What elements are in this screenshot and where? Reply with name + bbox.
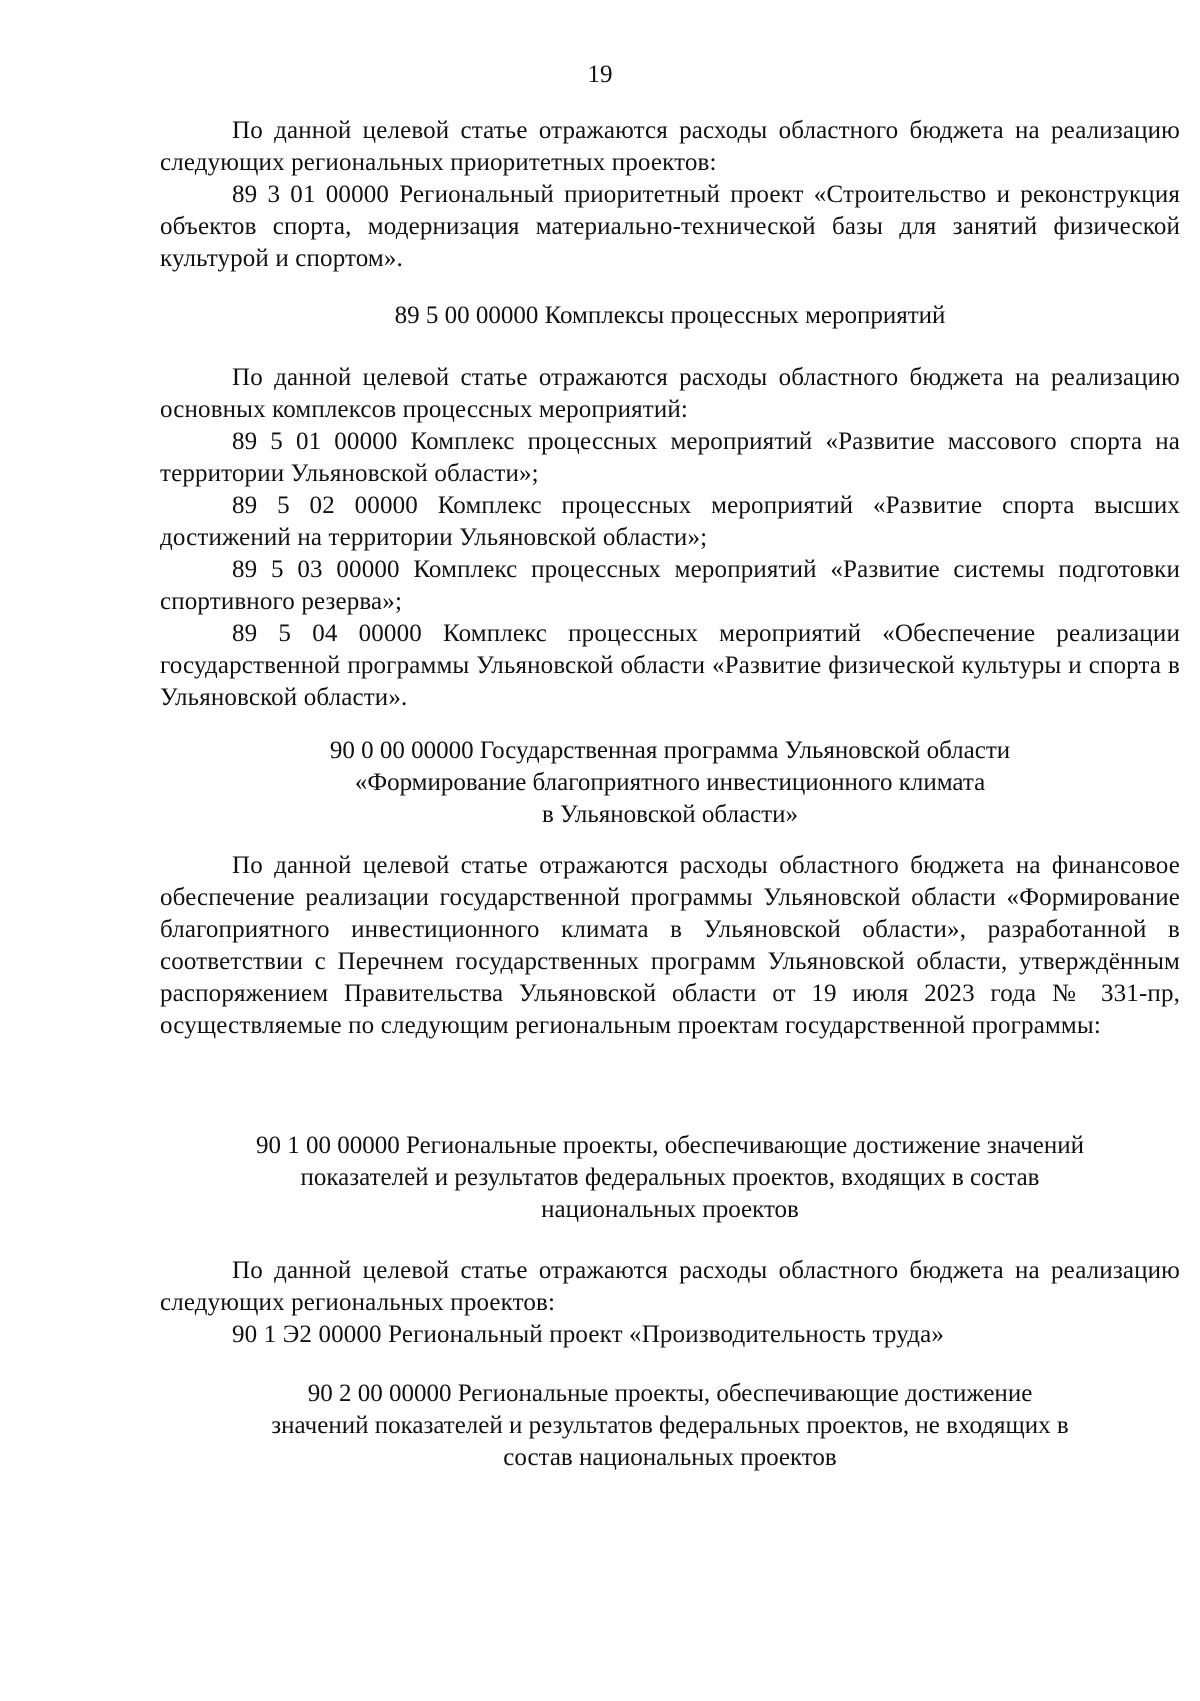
section-heading: [160, 735, 1180, 831]
paragraph: По данной целевой статье отражаются расходы областного бюджета на реализацию следующих региональных проектов:: [160, 1257, 1180, 1316]
paragraph: 89 5 04 00000 Комплекс процессных мероприятий «Обеспечение реализации государственной программы Ульяновской области «Развитие физической культуры и спорта в Ульяновской области».: [160, 620, 1180, 711]
heading-line: 90 2 00 00000 Региональные проекты, обеспечивающие достижение: [307, 1380, 1033, 1407]
section-heading: [160, 1378, 1180, 1474]
heading-line: в Ульяновской области»: [541, 801, 799, 828]
heading-line: 90 0 00 00000 Государственная программа Ульяновской области: [329, 737, 1011, 764]
text-block-sport-priority: [160, 115, 1180, 275]
heading-line: «Формирование благоприятного инвестиционного климата: [354, 769, 986, 796]
paragraph: 89 5 01 00000 Комплекс процессных мероприятий «Развитие массового спорта на территории Ульяновской области»;: [160, 428, 1180, 487]
paragraph: 90 1 Э2 00000 Региональный проект «Производительность труда»: [232, 1321, 944, 1348]
heading-line: состав национальных проектов: [503, 1444, 837, 1471]
text-block-process-complexes: [160, 362, 1180, 714]
heading-line: 90 1 00 00000 Региональные проекты, обеспечивающие достижение значений: [256, 1132, 1084, 1159]
section-heading: [160, 1130, 1180, 1226]
paragraph: По данной целевой статье отражаются расходы областного бюджета на финансовое обеспечение реализации государственной программы Ульяновской области «Формирование благоприятного инвестиционного климата в Ульяновской области», разработанной в соответствии с Перечнем государственных программ Ульяновской области, утверждённым распоряжением Правительства Ульяновской области от 19 июля 2023 года № 331-пр, осуществляемые по следующим региональным проектам государственной программы:: [160, 852, 1180, 1039]
paragraph: По данной целевой статье отражаются расходы областного бюджета на реализацию основных комплексов процессных мероприятий:: [160, 364, 1180, 423]
paragraph: 89 5 03 00000 Комплекс процессных мероприятий «Развитие системы подготовки спортивного резерва»;: [160, 556, 1180, 615]
heading-line: национальных проектов: [541, 1196, 799, 1223]
text-block-investment-program: [160, 850, 1180, 1042]
paragraph: По данной целевой статье отражаются расходы областного бюджета на реализацию следующих региональных приоритетных проектов:: [160, 117, 1180, 176]
paragraph: 89 5 02 00000 Комплекс процессных мероприятий «Развитие спорта высших достижений на территории Ульяновской области»;: [160, 492, 1180, 551]
section-heading: [160, 300, 1180, 332]
heading-line: показателей и результатов федеральных проектов, входящих в состав: [300, 1164, 1040, 1191]
heading-line: 89 5 00 00000 Комплексы процессных мероприятий: [394, 302, 946, 329]
heading-line: значений показателей и результатов федеральных проектов, не входящих в: [271, 1412, 1069, 1439]
paragraph: 89 3 01 00000 Региональный приоритетный проект «Строительство и реконструкция объектов спорта, модернизация материально-технической базы для занятий физической культурой и спортом».: [160, 181, 1180, 272]
page-number: 19: [587, 61, 613, 88]
text-block-regional-projects: [160, 1255, 1180, 1351]
